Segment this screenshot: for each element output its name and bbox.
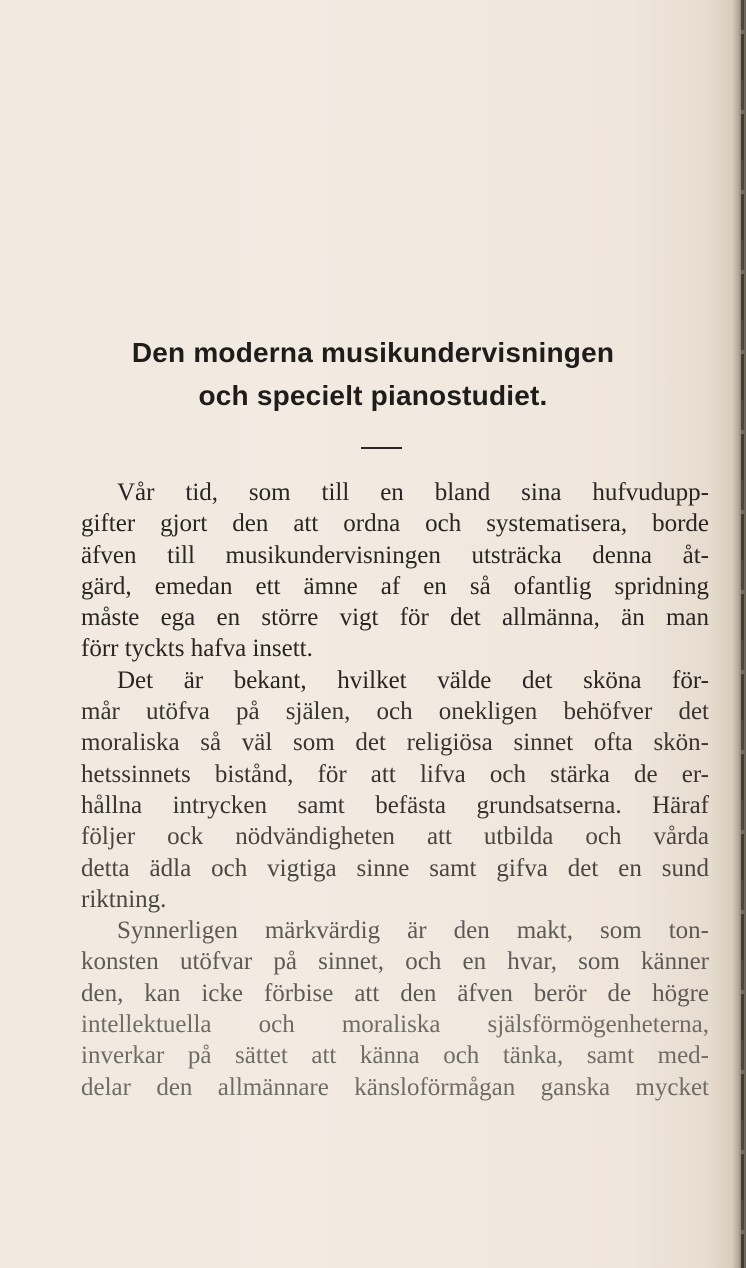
chapter-title-line-2: och specielt pianostudiet.	[198, 380, 548, 411]
text-line: detta ädla och vigtiga sinne samt gifva det en sund	[81, 854, 709, 882]
text-line: Synnerligen märkvärdig är den makt, som ton-	[117, 917, 709, 945]
chapter-title-line-1: Den moderna musikundervisningen	[131, 337, 615, 368]
text-line: gifter gjort den att ordna och systematisera, borde	[81, 510, 709, 538]
text-line: hållna intrycken samt befästa grundsatserna. Häraf	[81, 791, 709, 819]
text-line: förr tyckts hafva insett.	[81, 635, 313, 663]
body-text	[81, 477, 709, 1103]
text-line: inverkar på sättet att känna och tänka, samt med-	[81, 1042, 709, 1070]
text-line: gärd, emedan ett ämne af en så ofantlig spridning	[81, 572, 709, 600]
title-divider	[361, 447, 402, 449]
text-line: delar den allmännare känsloförmågan ganska mycket	[81, 1073, 709, 1101]
text-line: riktning.	[81, 885, 167, 913]
text-line: måste ega en större vigt för det allmänna, än man	[81, 604, 709, 632]
text-line: Det är bekant, hvilket välde det sköna för-	[117, 666, 709, 694]
text-line: moraliska så väl som det religiösa sinnet ofta skön-	[81, 729, 709, 757]
page-edge	[741, 0, 744, 1268]
text-line: konsten utöfvar på sinnet, och en hvar, som känner	[81, 948, 709, 976]
text-line: intellektuella och moraliska själsförmögenheterna,	[81, 1011, 709, 1039]
text-line: äfven till musikundervisningen utsträcka denna åt-	[81, 541, 709, 569]
text-line: Vår tid, som till en bland sina hufvudupp-	[117, 479, 709, 506]
text-line: den, kan icke förbise att den äfven berör de högre	[81, 979, 709, 1007]
text-line: hetssinnets bistånd, för att lifva och stärka de er-	[81, 760, 709, 788]
text-line: följer ock nödvändigheten att utbilda och vårda	[81, 823, 709, 851]
text-line: mår utöfva på själen, och onekligen behöfver det	[81, 698, 709, 726]
